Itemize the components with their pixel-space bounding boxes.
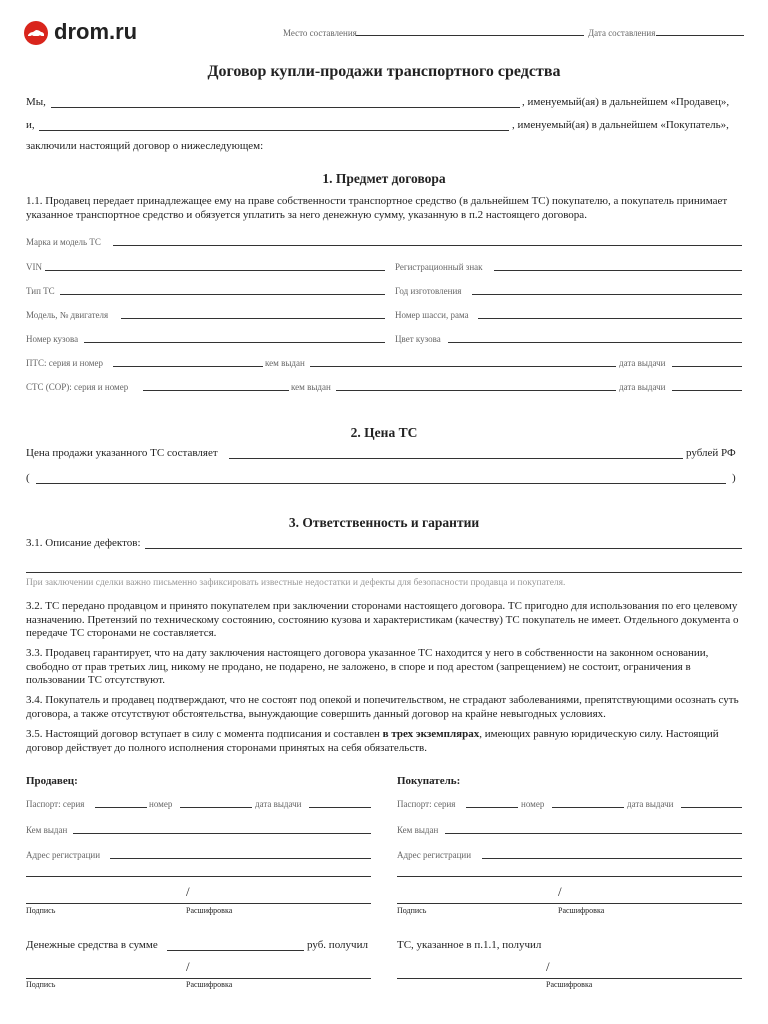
year-label: Год изготовления	[395, 286, 462, 296]
seller-issued-by-field[interactable]	[73, 833, 371, 834]
pts-issue-date-label: дата выдачи	[619, 358, 666, 368]
body-no-field[interactable]	[84, 342, 385, 343]
seller-money-decode-label: Расшифровка	[186, 980, 233, 989]
p35-part-a: 3.5. Настоящий договор вступает в силу с момента подписания и составлен	[26, 728, 383, 740]
make-model-label: Марка и модель ТС	[26, 237, 101, 247]
section1-p1: 1.1. Продавец передает принадлежащее ему на праве собственности транспортное средство (в дальнейшем ТС) покупателю, а покупатель принимает указанное транспортное средство и обязуется уплатить за него денежную сумму, указанную в п.2 настоящего договора.	[26, 195, 728, 221]
buyer-address-field[interactable]	[482, 858, 742, 859]
seller-signature-field[interactable]	[26, 903, 371, 904]
buyer-vehicle-decode-label: Расшифровка	[546, 980, 593, 989]
buyer-heading: Покупатель:	[397, 775, 461, 787]
seller-address-field[interactable]	[110, 858, 371, 859]
section3-p34: 3.4. Покупатель и продавец подтверждают, что не состоят под опекой и попечительством, не страдают заболеваниями, препятствующими осознать суть договора, а также отсутствуют обстоятельства, вынуждающие совершить данный договор на крайне невыгодных условиях.	[26, 694, 739, 720]
page-title: Договор купли-продажи транспортного средства	[207, 63, 561, 80]
buyer-name-field[interactable]	[39, 130, 509, 131]
seller-money-label: Денежные средства в сумме	[26, 939, 158, 951]
vin-label: VIN	[26, 262, 42, 272]
seller-issue-date-label: дата выдачи	[255, 799, 302, 809]
body-no-label: Номер кузова	[26, 334, 79, 344]
buyer-address-field-2[interactable]	[397, 876, 742, 877]
buyer-vehicle-slash: /	[546, 959, 550, 974]
pts-issued-by-field[interactable]	[310, 366, 616, 367]
buyer-address-label: Адрес регистрации	[397, 850, 472, 860]
reg-plate-label: Регистрационный знак	[395, 262, 483, 272]
seller-money-signature-label: Подпись	[26, 980, 56, 989]
seller-signature-slash: /	[186, 884, 190, 899]
buyer-signature-field[interactable]	[397, 903, 742, 904]
buyer-issue-date-label: дата выдачи	[627, 799, 674, 809]
engine-label: Модель, № двигателя	[26, 310, 109, 320]
defects-field-2[interactable]	[26, 572, 742, 573]
color-label: Цвет кузова	[395, 334, 441, 344]
intro-concluded: заключили настоящий договор о нижеследующем:	[26, 140, 264, 152]
logo	[24, 20, 144, 46]
intro-we: Мы,	[26, 96, 46, 108]
pts-issued-by-label: кем выдан	[265, 358, 305, 368]
buyer-issue-date-field[interactable]	[681, 807, 742, 808]
sts-issued-by-label: кем выдан	[291, 382, 331, 392]
price-close-paren: )	[732, 472, 736, 484]
buyer-vehicle-signature-field[interactable]	[397, 978, 742, 979]
seller-received-label: руб. получил	[307, 939, 368, 951]
seller-number-label: номер	[149, 799, 173, 809]
year-field[interactable]	[472, 294, 742, 295]
defects-field[interactable]	[145, 548, 742, 549]
price-text: Цена продажи указанного ТС составляет	[26, 447, 218, 459]
buyer-issued-by-field[interactable]	[445, 833, 742, 834]
defects-label: 3.1. Описание дефектов:	[26, 537, 141, 549]
intro-buyer-tail: , именуемый(ая) в дальнейшем «Покупатель»,	[512, 119, 729, 131]
seller-passport-number-field[interactable]	[180, 807, 252, 808]
sts-issue-date-field[interactable]	[672, 390, 742, 391]
seller-decode-label: Расшифровка	[186, 906, 233, 915]
seller-money-field[interactable]	[167, 950, 304, 951]
section3-heading: 3. Ответственность и гарантии	[288, 515, 480, 530]
sts-label: СТС (СОР): серия и номер	[26, 382, 129, 392]
buyer-number-label: номер	[521, 799, 545, 809]
logo-text: drom.ru	[54, 19, 138, 44]
buyer-signature-slash: /	[558, 884, 562, 899]
buyer-passport-label: Паспорт: серия	[397, 799, 456, 809]
section3-p32: 3.2. ТС передано продавцом и принято покупателем при заключении сторонами настоящего договора. ТС пригодно для использования по его целевому назначению. Претензий по техническому состоянию, состоянию кузова и характеристикам (качеству) ТС покупатель не имеет. Отдельного документа о передаче ТС сторонами не составляется.	[26, 600, 739, 639]
defects-hint: При заключении сделки важно письменно зафиксировать известные недостатки и дефекты для безопасности продавца и покупателя.	[26, 578, 566, 588]
color-field[interactable]	[448, 342, 742, 343]
buyer-passport-number-field[interactable]	[552, 807, 624, 808]
intro-and: и,	[26, 119, 35, 131]
section2-heading: 2. Цена ТС	[350, 425, 418, 440]
p35-part-c: , имеющих равную юридическую силу. Настоящий договор действует до полного исполнения сторонами принятых на себя обязательств.	[26, 728, 719, 754]
sts-issue-date-label: дата выдачи	[619, 382, 666, 392]
buyer-decode-label: Расшифровка	[558, 906, 605, 915]
buyer-passport-series-field[interactable]	[466, 807, 518, 808]
seller-address-field-2[interactable]	[26, 876, 371, 877]
section3-p35	[26, 728, 746, 755]
price-currency: рублей РФ	[686, 447, 736, 459]
seller-name-field[interactable]	[51, 107, 520, 108]
seller-passport-series-field[interactable]	[95, 807, 147, 808]
buyer-signature-label: Подпись	[397, 906, 427, 915]
seller-address-label: Адрес регистрации	[26, 850, 101, 860]
price-field[interactable]	[229, 458, 683, 459]
chassis-field[interactable]	[478, 318, 742, 319]
drom-car-icon	[24, 21, 48, 45]
reg-plate-field[interactable]	[494, 270, 742, 271]
price-open-paren: (	[26, 472, 30, 484]
make-model-field[interactable]	[113, 245, 742, 246]
section1-heading: 1. Предмет договора	[322, 171, 446, 186]
intro-seller-tail: , именуемый(ая) в дальнейшем «Продавец»,	[522, 96, 730, 108]
seller-signature-label: Подпись	[26, 906, 56, 915]
date-label: Дата составления	[588, 28, 656, 38]
seller-money-slash: /	[186, 959, 190, 974]
seller-money-signature-field[interactable]	[26, 978, 371, 979]
seller-issue-date-field[interactable]	[309, 807, 371, 808]
sts-number-field[interactable]	[143, 390, 289, 391]
pts-label: ПТС: серия и номер	[26, 358, 103, 368]
vin-field[interactable]	[45, 270, 385, 271]
price-words-field[interactable]	[36, 483, 726, 484]
place-field[interactable]	[356, 35, 584, 36]
section3-p33: 3.3. Продавец гарантирует, что на дату заключения настоящего договора указанное ТС находится у него в собственности на законном основании, свободно от прав третьих лиц, никому не продано, не подарено, не заложено, в споре и под арестом (запрещением) не состоит, ограничения в пользовании ТС отсутствуют.	[26, 647, 709, 686]
date-field[interactable]	[656, 35, 744, 36]
type-field[interactable]	[60, 294, 385, 295]
seller-passport-label: Паспорт: серия	[26, 799, 85, 809]
pts-number-field[interactable]	[113, 366, 263, 367]
pts-issue-date-field[interactable]	[672, 366, 742, 367]
seller-heading: Продавец:	[26, 775, 78, 787]
place-label: Место составления	[283, 28, 357, 38]
engine-field[interactable]	[121, 318, 385, 319]
p35-bold: в трех экземплярах	[382, 728, 480, 740]
buyer-issued-by-label: Кем выдан	[397, 825, 439, 835]
seller-issued-by-label: Кем выдан	[26, 825, 68, 835]
type-label: Тип ТС	[26, 286, 55, 296]
buyer-vehicle-received-label: ТС, указанное в п.1.1, получил	[397, 939, 542, 951]
sts-issued-by-field[interactable]	[336, 390, 616, 391]
chassis-label: Номер шасси, рама	[395, 310, 469, 320]
